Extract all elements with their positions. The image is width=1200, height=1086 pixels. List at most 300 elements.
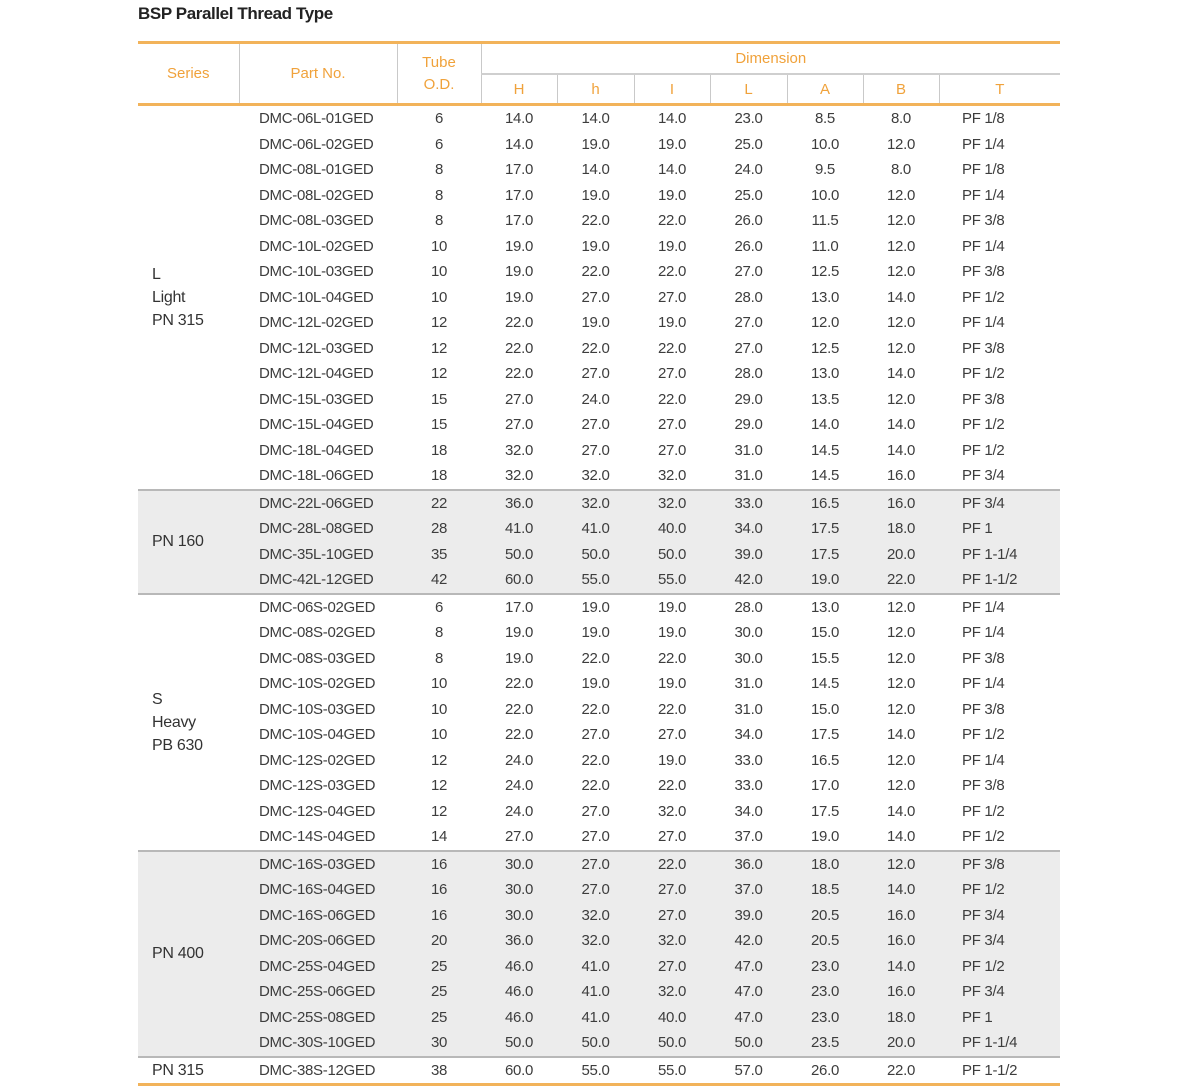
cell-b: 12.0: [887, 390, 915, 408]
cell-i: 19.0: [634, 594, 710, 621]
cell-part: DMC-10S-03GED: [259, 700, 376, 718]
cell-i: 50.0: [634, 1030, 710, 1057]
series-group: [138, 105, 1060, 490]
table-row: [138, 234, 1060, 260]
cell-h-lower: 55.0: [557, 567, 634, 594]
cell-b: 22.0: [863, 567, 939, 594]
cell-a: 23.5: [787, 1030, 863, 1057]
cell-h-upper: 22.0: [505, 700, 533, 718]
table-row: [138, 490, 1060, 517]
cell-a: 19.0: [811, 828, 839, 846]
cell-a: 18.0: [787, 851, 863, 878]
cell-h-lower: 22.0: [581, 751, 610, 769]
cell-i: 14.0: [658, 110, 686, 128]
table-row: [138, 1057, 1060, 1085]
cell-i: 22.0: [658, 777, 686, 795]
cell-t: PF 1/2: [939, 954, 1060, 980]
cell-a: 15.0: [811, 700, 839, 718]
cell-l: 33.0: [734, 751, 763, 769]
cell-b: 14.0: [887, 416, 915, 434]
cell-i: 27.0: [634, 903, 710, 929]
cell-a: 12.0: [811, 314, 839, 332]
cell-b: 20.0: [863, 1030, 939, 1057]
cell-h-upper: 14.0: [505, 135, 533, 153]
cell-b: 14.0: [887, 365, 915, 383]
cell-part: DMC-06L-01GED: [259, 110, 374, 128]
cell-t: PF 1/2: [962, 828, 1005, 846]
cell-l: 28.0: [710, 594, 787, 621]
cell-part: DMC-12S-03GED: [259, 777, 376, 795]
cell-od: 28: [397, 516, 481, 542]
table-row: [138, 259, 1060, 285]
cell-l: 26.0: [734, 237, 763, 255]
cell-part: DMC-14S-04GED: [259, 828, 376, 846]
cell-l: 28.0: [734, 365, 763, 383]
cell-l: 39.0: [710, 542, 787, 568]
cell-t: PF 1/4: [962, 675, 1005, 693]
cell-h-upper: 30.0: [481, 903, 557, 929]
cell-h-upper: 36.0: [481, 928, 557, 954]
cell-l: 27.0: [734, 314, 763, 332]
cell-od: 8: [434, 161, 444, 179]
cell-l: 47.0: [710, 979, 787, 1005]
cell-part: DMC-10L-03GED: [259, 263, 374, 281]
cell-h-lower: 22.0: [581, 700, 610, 718]
cell-i: 32.0: [634, 928, 710, 954]
table-row: [138, 387, 1060, 413]
cell-od: 8: [434, 624, 444, 642]
cell-a: 13.5: [811, 390, 839, 408]
cell-l: 47.0: [710, 954, 787, 980]
cell-l: 26.0: [734, 212, 763, 230]
header-tube-od-line1: Tube: [422, 53, 456, 71]
spec-table-container: [138, 41, 1060, 1086]
cell-h-lower: 41.0: [557, 979, 634, 1005]
cell-od: 10: [430, 288, 448, 306]
cell-l: 31.0: [734, 441, 763, 459]
cell-i: 19.0: [658, 751, 686, 769]
table-row: [138, 105, 1060, 132]
cell-b: 12.0: [887, 624, 915, 642]
series-label-line: PB 630: [152, 736, 203, 754]
cell-h-lower: 27.0: [581, 288, 610, 306]
series-group: [138, 851, 1060, 1057]
cell-t: PF 3/4: [939, 928, 1060, 954]
cell-a: 18.5: [787, 877, 863, 903]
cell-t: PF 1/2: [962, 441, 1005, 459]
table-row: [138, 903, 1060, 929]
cell-a: 14.5: [811, 441, 839, 459]
cell-t: PF 3/4: [939, 903, 1060, 929]
cell-part: DMC-16S-04GED: [239, 877, 397, 903]
cell-h-lower: 41.0: [557, 954, 634, 980]
cell-a: 26.0: [787, 1057, 863, 1085]
cell-l: 29.0: [734, 416, 763, 434]
cell-l: 29.0: [734, 390, 763, 408]
cell-od: 10: [430, 700, 448, 718]
cell-h-lower: 32.0: [557, 928, 634, 954]
cell-t: PF 3/4: [962, 467, 1005, 485]
cell-od: 8: [434, 212, 444, 230]
series-label: [138, 105, 239, 490]
cell-t: PF 1: [939, 516, 1060, 542]
cell-t: PF 1/8: [962, 110, 1005, 128]
cell-t: PF 1/4: [962, 314, 1005, 332]
cell-a: 14.5: [811, 467, 839, 485]
cell-od: 12: [430, 777, 448, 795]
cell-h-upper: 30.0: [481, 851, 557, 878]
cell-h-upper: 46.0: [481, 954, 557, 980]
cell-od: 6: [434, 110, 444, 128]
cell-h-lower: 27.0: [557, 851, 634, 878]
cell-h-upper: 27.0: [505, 828, 533, 846]
cell-part: DMC-12S-04GED: [259, 802, 376, 820]
cell-i: 32.0: [658, 467, 686, 485]
cell-h-upper: 32.0: [505, 467, 533, 485]
table-row: [138, 671, 1060, 697]
table-row: [138, 748, 1060, 774]
cell-b: 22.0: [863, 1057, 939, 1085]
cell-l: 50.0: [710, 1030, 787, 1057]
cell-h-lower: 27.0: [581, 416, 610, 434]
cell-h-lower: 19.0: [557, 594, 634, 621]
cell-i: 27.0: [658, 726, 686, 744]
cell-b: 12.0: [887, 649, 915, 667]
page-title: BSP Parallel Thread Type: [138, 4, 333, 23]
cell-b: 14.0: [887, 726, 915, 744]
cell-b: 12.0: [887, 186, 915, 204]
cell-h-lower: 27.0: [557, 877, 634, 903]
cell-i: 22.0: [658, 212, 686, 230]
cell-a: 15.5: [811, 649, 839, 667]
cell-l: 34.0: [734, 726, 763, 744]
cell-i: 32.0: [634, 490, 710, 517]
cell-od: 12: [430, 314, 448, 332]
cell-h-lower: 27.0: [581, 726, 610, 744]
cell-h-lower: 55.0: [557, 1057, 634, 1085]
cell-b: 12.0: [863, 594, 939, 621]
cell-t: PF 3/8: [962, 339, 1005, 357]
cell-h-lower: 41.0: [557, 516, 634, 542]
cell-a: 8.5: [815, 110, 835, 128]
cell-part: DMC-18L-04GED: [259, 441, 374, 459]
cell-part: DMC-25S-06GED: [239, 979, 397, 1005]
cell-h-lower: 19.0: [581, 186, 610, 204]
cell-t: PF 1-1/4: [939, 542, 1060, 568]
cell-od: 15: [430, 416, 448, 434]
series-label: [138, 1057, 239, 1085]
cell-a: 19.0: [787, 567, 863, 594]
cell-i: 32.0: [658, 802, 686, 820]
cell-h-lower: 27.0: [581, 441, 610, 459]
cell-b: 14.0: [887, 288, 915, 306]
cell-od: 12: [430, 802, 448, 820]
cell-b: 12.0: [863, 851, 939, 878]
cell-h-upper: 50.0: [481, 542, 557, 568]
cell-h-upper: 22.0: [505, 365, 533, 383]
cell-od: 15: [430, 390, 448, 408]
cell-part: DMC-08S-02GED: [259, 624, 376, 642]
spec-table: [138, 41, 1060, 1086]
cell-part: DMC-15L-03GED: [259, 390, 374, 408]
table-row: [138, 542, 1060, 568]
cell-h-upper: 24.0: [505, 751, 533, 769]
series-label-line: PN 160: [152, 533, 204, 550]
cell-h-upper: 17.0: [505, 212, 533, 230]
cell-b: 16.0: [863, 903, 939, 929]
cell-part: DMC-06L-02GED: [259, 135, 374, 153]
table-row: [138, 336, 1060, 362]
table-header: [138, 43, 1060, 105]
cell-i: 27.0: [658, 288, 686, 306]
cell-b: 12.0: [887, 135, 915, 153]
cell-od: 16: [397, 851, 481, 878]
cell-h-upper: 22.0: [505, 675, 533, 693]
cell-a: 17.5: [787, 516, 863, 542]
cell-i: 14.0: [658, 161, 686, 179]
cell-part: DMC-28L-08GED: [239, 516, 397, 542]
header-tube-od-line2: O.D.: [423, 75, 455, 93]
cell-l: 39.0: [710, 903, 787, 929]
series-group: [138, 594, 1060, 851]
cell-h-upper: 46.0: [481, 979, 557, 1005]
cell-i: 22.0: [658, 649, 686, 667]
cell-h-lower: 27.0: [581, 365, 610, 383]
cell-h-upper: 41.0: [481, 516, 557, 542]
cell-od: 10: [430, 263, 448, 281]
header-series: Series: [138, 43, 239, 105]
cell-a: 20.5: [787, 903, 863, 929]
cell-od: 12: [430, 751, 448, 769]
cell-part: DMC-30S-10GED: [239, 1030, 397, 1057]
cell-t: PF 3/8: [962, 777, 1005, 795]
cell-t: PF 1/4: [962, 624, 1005, 642]
cell-i: 22.0: [634, 851, 710, 878]
cell-part: DMC-10S-02GED: [259, 675, 376, 693]
cell-l: 37.0: [710, 877, 787, 903]
cell-h-lower: 24.0: [581, 390, 610, 408]
cell-t: PF 3/8: [962, 212, 1005, 230]
cell-l: 25.0: [734, 135, 763, 153]
cell-a: 17.5: [811, 802, 839, 820]
cell-h-upper: 17.0: [505, 161, 533, 179]
table-row: [138, 567, 1060, 594]
cell-t: PF 1/2: [962, 416, 1005, 434]
table-row: [138, 851, 1060, 878]
cell-h-upper: 17.0: [505, 186, 533, 204]
cell-a: 23.0: [787, 979, 863, 1005]
cell-i: 27.0: [658, 441, 686, 459]
series-label-line: Light: [152, 288, 186, 306]
cell-od: 22: [397, 490, 481, 517]
cell-part: DMC-15L-04GED: [259, 416, 374, 434]
series-label-line: PN 315: [152, 311, 204, 329]
cell-part: DMC-10S-04GED: [259, 726, 376, 744]
cell-h-lower: 22.0: [581, 649, 610, 667]
table-row: [138, 132, 1060, 158]
cell-a: 14.5: [811, 675, 839, 693]
cell-od: 12: [430, 339, 448, 357]
cell-h-lower: 22.0: [581, 263, 610, 281]
cell-h-lower: 22.0: [581, 339, 610, 357]
cell-l: 57.0: [710, 1057, 787, 1085]
cell-t: PF 1/2: [962, 726, 1005, 744]
cell-od: 35: [397, 542, 481, 568]
cell-l: 28.0: [734, 288, 763, 306]
cell-b: 16.0: [863, 928, 939, 954]
cell-i: 55.0: [634, 1057, 710, 1085]
cell-od: 6: [397, 594, 481, 621]
cell-t: PF 3/8: [939, 851, 1060, 878]
series-label: [138, 490, 239, 594]
cell-a: 10.0: [811, 186, 839, 204]
cell-od: 16: [397, 903, 481, 929]
cell-h-upper: 60.0: [481, 567, 557, 594]
cell-part: DMC-08L-02GED: [259, 186, 374, 204]
cell-a: 16.5: [787, 490, 863, 517]
cell-a: 9.5: [815, 161, 835, 179]
cell-a: 10.0: [811, 135, 839, 153]
cell-h-upper: 27.0: [505, 416, 533, 434]
cell-b: 14.0: [863, 954, 939, 980]
header-part-no: Part No.: [239, 43, 397, 105]
cell-od: 8: [434, 649, 444, 667]
cell-part: DMC-42L-12GED: [239, 567, 397, 594]
cell-i: 22.0: [658, 390, 686, 408]
series-label: [138, 851, 239, 1057]
header-t: T: [939, 74, 1060, 105]
header-h-lower: h: [557, 74, 634, 105]
cell-part: DMC-20S-06GED: [239, 928, 397, 954]
cell-od: 25: [397, 954, 481, 980]
table-row: [138, 697, 1060, 723]
table-row: [138, 773, 1060, 799]
cell-i: 22.0: [658, 700, 686, 718]
cell-part: DMC-12L-03GED: [259, 339, 374, 357]
cell-h-lower: 19.0: [581, 314, 610, 332]
cell-t: PF 1/4: [939, 594, 1060, 621]
cell-a: 17.5: [811, 726, 839, 744]
cell-i: 27.0: [658, 828, 686, 846]
series-label-line: L: [152, 265, 161, 283]
cell-od: 6: [434, 135, 444, 153]
cell-h-upper: 22.0: [505, 726, 533, 744]
cell-b: 14.0: [863, 877, 939, 903]
cell-od: 30: [397, 1030, 481, 1057]
cell-od: 14: [430, 828, 448, 846]
cell-l: 42.0: [710, 567, 787, 594]
series-group: [138, 490, 1060, 594]
cell-t: PF 3/8: [962, 649, 1005, 667]
cell-i: 19.0: [658, 237, 686, 255]
cell-h-lower: 50.0: [557, 1030, 634, 1057]
cell-l: 36.0: [710, 851, 787, 878]
cell-t: PF 1/4: [962, 135, 1005, 153]
cell-h-lower: 19.0: [581, 675, 610, 693]
series-label-line: PN 400: [152, 945, 204, 962]
cell-t: PF 1-1/2: [939, 1057, 1060, 1085]
cell-l: 34.0: [710, 516, 787, 542]
cell-l: 24.0: [734, 161, 763, 179]
cell-b: 18.0: [863, 1005, 939, 1031]
cell-od: 20: [397, 928, 481, 954]
cell-part: DMC-10L-02GED: [259, 237, 374, 255]
cell-h-upper: 24.0: [505, 802, 533, 820]
cell-i: 55.0: [634, 567, 710, 594]
cell-h-lower: 19.0: [581, 237, 610, 255]
cell-i: 27.0: [634, 954, 710, 980]
cell-h-upper: 19.0: [505, 624, 533, 642]
cell-b: 12.0: [887, 751, 915, 769]
cell-b: 12.0: [887, 777, 915, 795]
cell-b: 12.0: [887, 237, 915, 255]
series-label: [138, 594, 239, 851]
cell-od: 25: [397, 979, 481, 1005]
cell-i: 27.0: [658, 365, 686, 383]
cell-part: DMC-16S-03GED: [239, 851, 397, 878]
cell-part: DMC-10L-04GED: [259, 288, 374, 306]
cell-h-upper: 32.0: [505, 441, 533, 459]
cell-part: DMC-18L-06GED: [259, 467, 374, 485]
cell-h-lower: 27.0: [581, 802, 610, 820]
cell-part: DMC-12L-04GED: [259, 365, 374, 383]
cell-h-upper: 14.0: [505, 110, 533, 128]
cell-t: PF 3/4: [939, 490, 1060, 517]
table-row: [138, 928, 1060, 954]
table-row: [138, 412, 1060, 438]
cell-a: 13.0: [811, 365, 839, 383]
cell-a: 11.5: [811, 212, 839, 230]
cell-od: 38: [397, 1057, 481, 1085]
table-row: [138, 594, 1060, 621]
table-row: [138, 877, 1060, 903]
series-label-line: Heavy: [152, 713, 196, 731]
cell-b: 20.0: [863, 542, 939, 568]
series-label-line: PN 315: [152, 1061, 204, 1079]
cell-b: 12.0: [887, 314, 915, 332]
cell-b: 8.0: [891, 161, 911, 179]
cell-t: PF 1-1/2: [939, 567, 1060, 594]
cell-h-upper: 46.0: [481, 1005, 557, 1031]
table-row: [138, 722, 1060, 748]
table-row: [138, 285, 1060, 311]
cell-h-lower: 41.0: [557, 1005, 634, 1031]
cell-t: PF 3/4: [939, 979, 1060, 1005]
cell-i: 32.0: [634, 979, 710, 1005]
cell-part: DMC-25S-04GED: [239, 954, 397, 980]
cell-od: 10: [430, 675, 448, 693]
cell-a: 23.0: [787, 954, 863, 980]
cell-h-upper: 19.0: [505, 649, 533, 667]
cell-b: 12.0: [887, 339, 915, 357]
cell-i: 40.0: [634, 1005, 710, 1031]
cell-h-upper: 27.0: [505, 390, 533, 408]
cell-i: 22.0: [658, 263, 686, 281]
table-row: [138, 183, 1060, 209]
cell-od: 10: [430, 726, 448, 744]
cell-l: 34.0: [734, 802, 763, 820]
cell-i: 27.0: [634, 877, 710, 903]
cell-t: PF 1/2: [962, 288, 1005, 306]
cell-od: 8: [434, 186, 444, 204]
table-row: [138, 463, 1060, 490]
cell-b: 14.0: [887, 828, 915, 846]
cell-i: 19.0: [658, 135, 686, 153]
cell-h-lower: 50.0: [557, 542, 634, 568]
cell-l: 30.0: [734, 649, 763, 667]
cell-h-upper: 17.0: [481, 594, 557, 621]
cell-b: 8.0: [891, 110, 911, 128]
